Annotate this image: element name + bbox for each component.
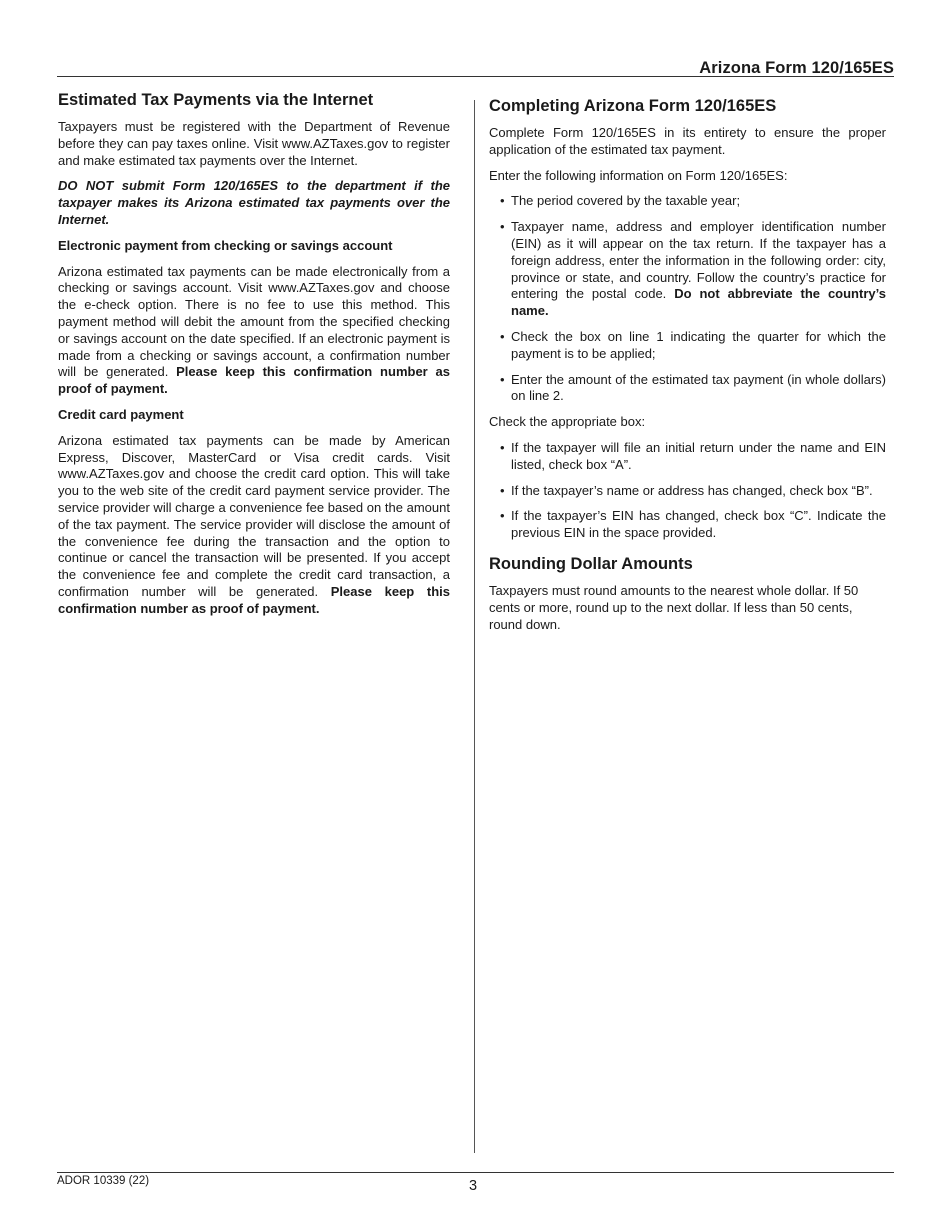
header-divider: [57, 76, 894, 77]
list-item-taxable-year: • The period covered by the taxable year;: [489, 193, 886, 210]
credit-card-text: Arizona estimated tax payments can be made by American Express, Discover, MasterCard or Visa credit cards. Visit www.AZTaxes.gov and choose the credit card option. This will take you to the web site of the credit card payment service provider. The service provider will charge a convenience fee based on the amount of the tax payment. The service provider will disclose the amount of the convenience fee during the transaction and the option to continue or cancel the transaction will be presented. If you accept the convenience fee and complete the credit card transaction, a confirmation number will be generated.: [58, 432, 450, 599]
echeck-keep-confirmation: Please keep this confirmation number as proof of payment.: [58, 364, 451, 397]
footer-divider: [57, 1172, 894, 1173]
rounding-text: Taxpayers must round amounts to the nearest whole dollar. If 50 cents or more, round up to the next dollar. If less than 50 cents, round down.: [489, 582, 859, 632]
rounding-heading: Rounding Dollar Amounts: [489, 554, 693, 573]
internet-payments-heading: Estimated Tax Payments via the Internet: [58, 91, 374, 109]
credit-card-heading: Credit card payment: [58, 406, 184, 422]
form-title: Arizona Form 120/165ES: [699, 59, 894, 77]
do-not-submit-warning: DO NOT submit Form 120/165ES to the department if the taxpayer makes its Arizona estimated tax payments over the Internet.: [58, 178, 450, 227]
list-item-box-a: • If the taxpayer will file an initial return under the name and EIN listed, check box “A”.: [489, 440, 886, 474]
credit-card-keep-confirmation: Please keep this confirmation number as proof of payment.: [58, 583, 450, 616]
do-not-abbreviate-note: Do not abbreviate the country’s name.: [511, 286, 886, 319]
completing-form-heading: Completing Arizona Form 120/165ES: [489, 97, 777, 115]
echeck-text: Arizona estimated tax payments can be made electronically from a checking or savings account. Visit www.AZTaxes.gov and choose the e-check option. There is no fee to use this method. This payment method will debit the amount from the specified checking or savings account on the date specified. If an electronic payment is made from a checking or savings account, a confirmation number will be generated.: [58, 263, 450, 380]
credit-card-paragraph: [58, 433, 450, 618]
echeck-paragraph: [58, 264, 450, 398]
list-item-quarter: • Check the box on line 1 indicating the quarter for which the payment is to be applied;: [489, 329, 886, 363]
taxpayer-info-text: Taxpayer name, address and employer identification number (EIN) as it will appear on the tax return. If the taxpayer has a foreign address, enter the information in the following order: city, province or state, and country. Follow the country’s practice for entering the postal code.: [511, 219, 886, 302]
list-item-box-b: • If the taxpayer’s name or address has changed, check box “B”.: [489, 483, 886, 500]
internet-intro-text: Taxpayers must be registered with the Department of Revenue before they can pay taxes online. Visit www.AZTaxes.gov to register and make estimated tax payments over the Internet.: [58, 119, 450, 168]
check-box-list: [489, 440, 886, 542]
list-item-amount: • Enter the amount of the estimated tax payment (in whole dollars) on line 2.: [489, 372, 886, 406]
left-column: [58, 90, 450, 627]
enter-info-label: Enter the following information on Form 120/165ES:: [489, 167, 788, 183]
form-info-list: [489, 193, 886, 405]
column-divider: [474, 100, 475, 1153]
completing-form-intro: Complete Form 120/165ES in its entirety to ensure the proper application of the estimated tax payment.: [489, 125, 886, 157]
echeck-heading: Electronic payment from checking or savings account: [58, 237, 393, 253]
right-column: [489, 96, 886, 642]
page-number: 3: [469, 1178, 478, 1194]
check-box-label: Check the appropriate box:: [489, 414, 646, 430]
list-item-box-c: • If the taxpayer’s EIN has changed, check box “C”. Indicate the previous EIN in the space provided.: [489, 508, 886, 542]
list-item-taxpayer-info: [489, 219, 886, 320]
form-code: ADOR 10339 (22): [57, 1175, 150, 1187]
